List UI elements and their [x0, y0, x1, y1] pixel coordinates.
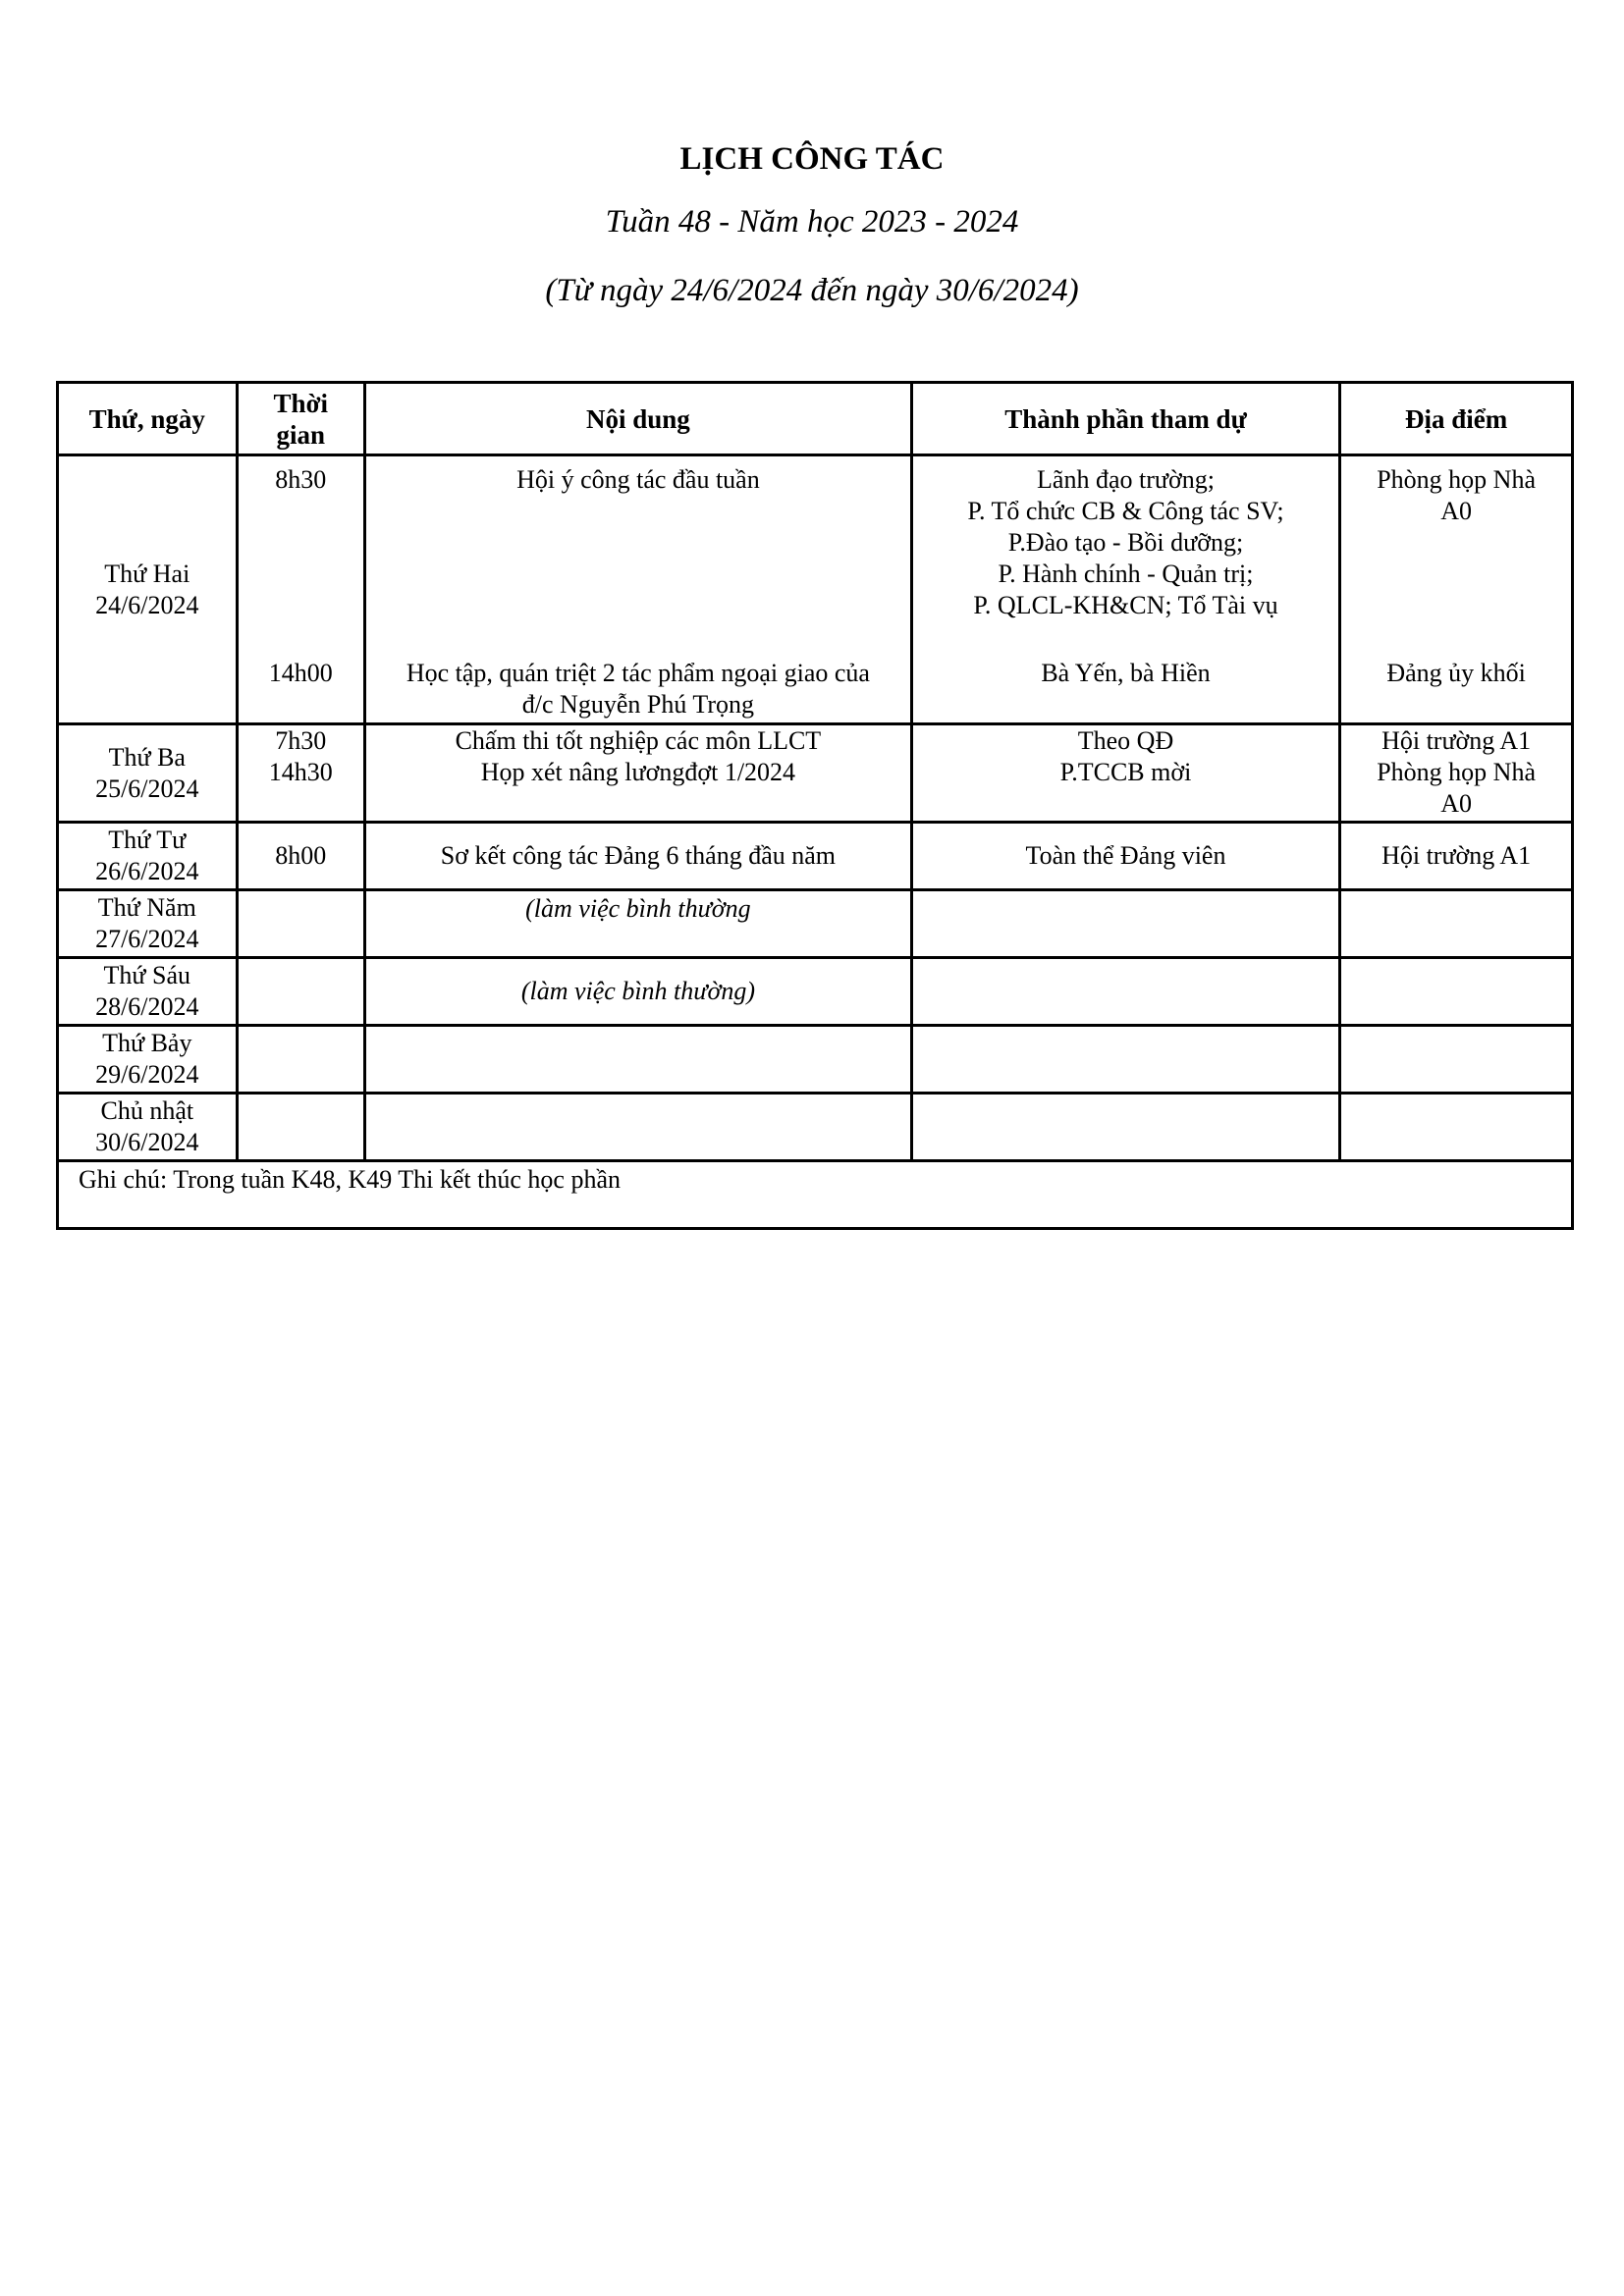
- day-date: 30/6/2024: [95, 1128, 199, 1156]
- location-cell: [1340, 890, 1573, 958]
- attendees-cell: Toàn thể Đảng viên: [911, 823, 1339, 890]
- time-cell: [237, 1026, 364, 1094]
- time-line: 14h30: [268, 758, 333, 786]
- header-time-line2: gian: [276, 419, 326, 450]
- time-cell: [237, 724, 364, 823]
- time-cell: 14h00: [237, 654, 364, 724]
- day-cell-wednesday: [58, 823, 238, 890]
- attendee-line: P. QLCL-KH&CN; Tổ Tài vụ: [973, 591, 1278, 619]
- attendees-cell: [911, 1026, 1339, 1094]
- header-location: Địa điểm: [1340, 383, 1573, 455]
- day-date: 24/6/2024: [95, 590, 199, 619]
- attendee-line: Theo QĐ: [1077, 726, 1174, 755]
- document-title: LỊCH CÔNG TÁC: [679, 141, 945, 177]
- schedule-table: [56, 381, 1574, 1230]
- time-cell: 8h00: [237, 823, 364, 890]
- attendee-line: P.TCCB mời: [1059, 758, 1192, 786]
- location-line: A0: [1440, 789, 1472, 818]
- content-line: đ/c Nguyễn Phú Trọng: [521, 689, 754, 719]
- location-cell: Đảng ủy khối: [1340, 654, 1573, 724]
- time-cell: 8h30: [237, 455, 364, 654]
- table-row-friday: [58, 958, 1573, 1026]
- location-line: Phòng họp Nhà: [1377, 758, 1536, 786]
- attendees-cell: [911, 890, 1339, 958]
- content-cell: [365, 654, 912, 724]
- day-cell-tuesday: [58, 724, 238, 823]
- note-row: [58, 1161, 1573, 1229]
- day-name: Thứ Hai: [104, 559, 190, 588]
- location-cell: Hội trường A1: [1340, 823, 1573, 890]
- time-line: 7h30: [275, 726, 327, 755]
- content-cell: (làm việc bình thường): [365, 958, 912, 1026]
- day-date: 25/6/2024: [95, 774, 199, 803]
- table-row-wednesday: [58, 823, 1573, 890]
- note-text: Ghi chú: Trong tuần K48, K49 Thi kết thúc học phần: [58, 1161, 1573, 1229]
- attendee-line: Lãnh đạo trường;: [1037, 465, 1215, 494]
- attendees-cell: [911, 958, 1339, 1026]
- day-cell-saturday: [58, 1026, 238, 1094]
- header-attendees: Thành phần tham dự: [911, 383, 1339, 455]
- date-range: (Từ ngày 24/6/2024 đến ngày 30/6/2024): [545, 273, 1079, 308]
- attendee-line: P. Tổ chức CB & Công tác SV;: [967, 497, 1284, 525]
- header-content: Nội dung: [365, 383, 912, 455]
- day-name: Thứ Ba: [108, 742, 186, 772]
- attendees-cell: [911, 1094, 1339, 1161]
- day-cell-friday: [58, 958, 238, 1026]
- location-cell: [1340, 724, 1573, 823]
- time-cell: [237, 890, 364, 958]
- day-cell-monday: [58, 455, 238, 724]
- day-date: 26/6/2024: [95, 857, 199, 885]
- table-row-monday-1: [58, 455, 1573, 654]
- header-time: [237, 383, 364, 455]
- header-time-line1: Thời: [273, 388, 329, 418]
- location-cell: [1340, 1094, 1573, 1161]
- header-day: Thứ, ngày: [58, 383, 238, 455]
- attendee-line: P. Hành chính - Quản trị;: [998, 560, 1254, 588]
- content-cell: [365, 724, 912, 823]
- time-cell: [237, 1094, 364, 1161]
- header-row: [58, 383, 1573, 455]
- day-name: Thứ Sáu: [103, 961, 191, 989]
- location-cell: [1340, 1026, 1573, 1094]
- location-cell: [1340, 455, 1573, 654]
- table-row-saturday: [58, 1026, 1573, 1094]
- day-date: 29/6/2024: [95, 1060, 199, 1089]
- day-name: Thứ Năm: [97, 893, 196, 922]
- day-name: Chủ nhật: [100, 1096, 194, 1125]
- time-cell: [237, 958, 364, 1026]
- attendee-line: P.Đào tạo - Bồi dưỡng;: [1007, 528, 1244, 557]
- attendees-cell: [911, 455, 1339, 654]
- content-cell: Hội ý công tác đầu tuần: [365, 455, 912, 654]
- location-cell: [1340, 958, 1573, 1026]
- day-name: Thứ Tư: [108, 826, 187, 854]
- attendees-cell: Bà Yến, bà Hiền: [911, 654, 1339, 724]
- location-line: A0: [1440, 497, 1472, 525]
- table-row-thursday: [58, 890, 1573, 958]
- content-line: Họp xét nâng lươngđợt 1/2024: [480, 758, 796, 786]
- content-cell: (làm việc bình thường: [365, 890, 912, 958]
- week-subtitle: Tuần 48 - Năm học 2023 - 2024: [605, 204, 1019, 240]
- content-cell: [365, 1026, 912, 1094]
- day-cell-thursday: [58, 890, 238, 958]
- content-cell: Sơ kết công tác Đảng 6 tháng đầu năm: [365, 823, 912, 890]
- location-line: Hội trường A1: [1381, 726, 1532, 755]
- content-line: Chấm thi tốt nghiệp các môn LLCT: [455, 726, 822, 755]
- day-name: Thứ Bảy: [102, 1029, 192, 1057]
- content-cell: [365, 1094, 912, 1161]
- day-cell-sunday: [58, 1094, 238, 1161]
- attendees-cell: [911, 724, 1339, 823]
- day-date: 28/6/2024: [95, 992, 199, 1021]
- day-date: 27/6/2024: [95, 925, 199, 953]
- table-row-tuesday: [58, 724, 1573, 823]
- table-row-sunday: [58, 1094, 1573, 1161]
- content-line: Học tập, quán triệt 2 tác phẩm ngoại giao của: [406, 658, 870, 687]
- location-line: Phòng họp Nhà: [1377, 465, 1536, 494]
- table-row-monday-2: [58, 654, 1573, 724]
